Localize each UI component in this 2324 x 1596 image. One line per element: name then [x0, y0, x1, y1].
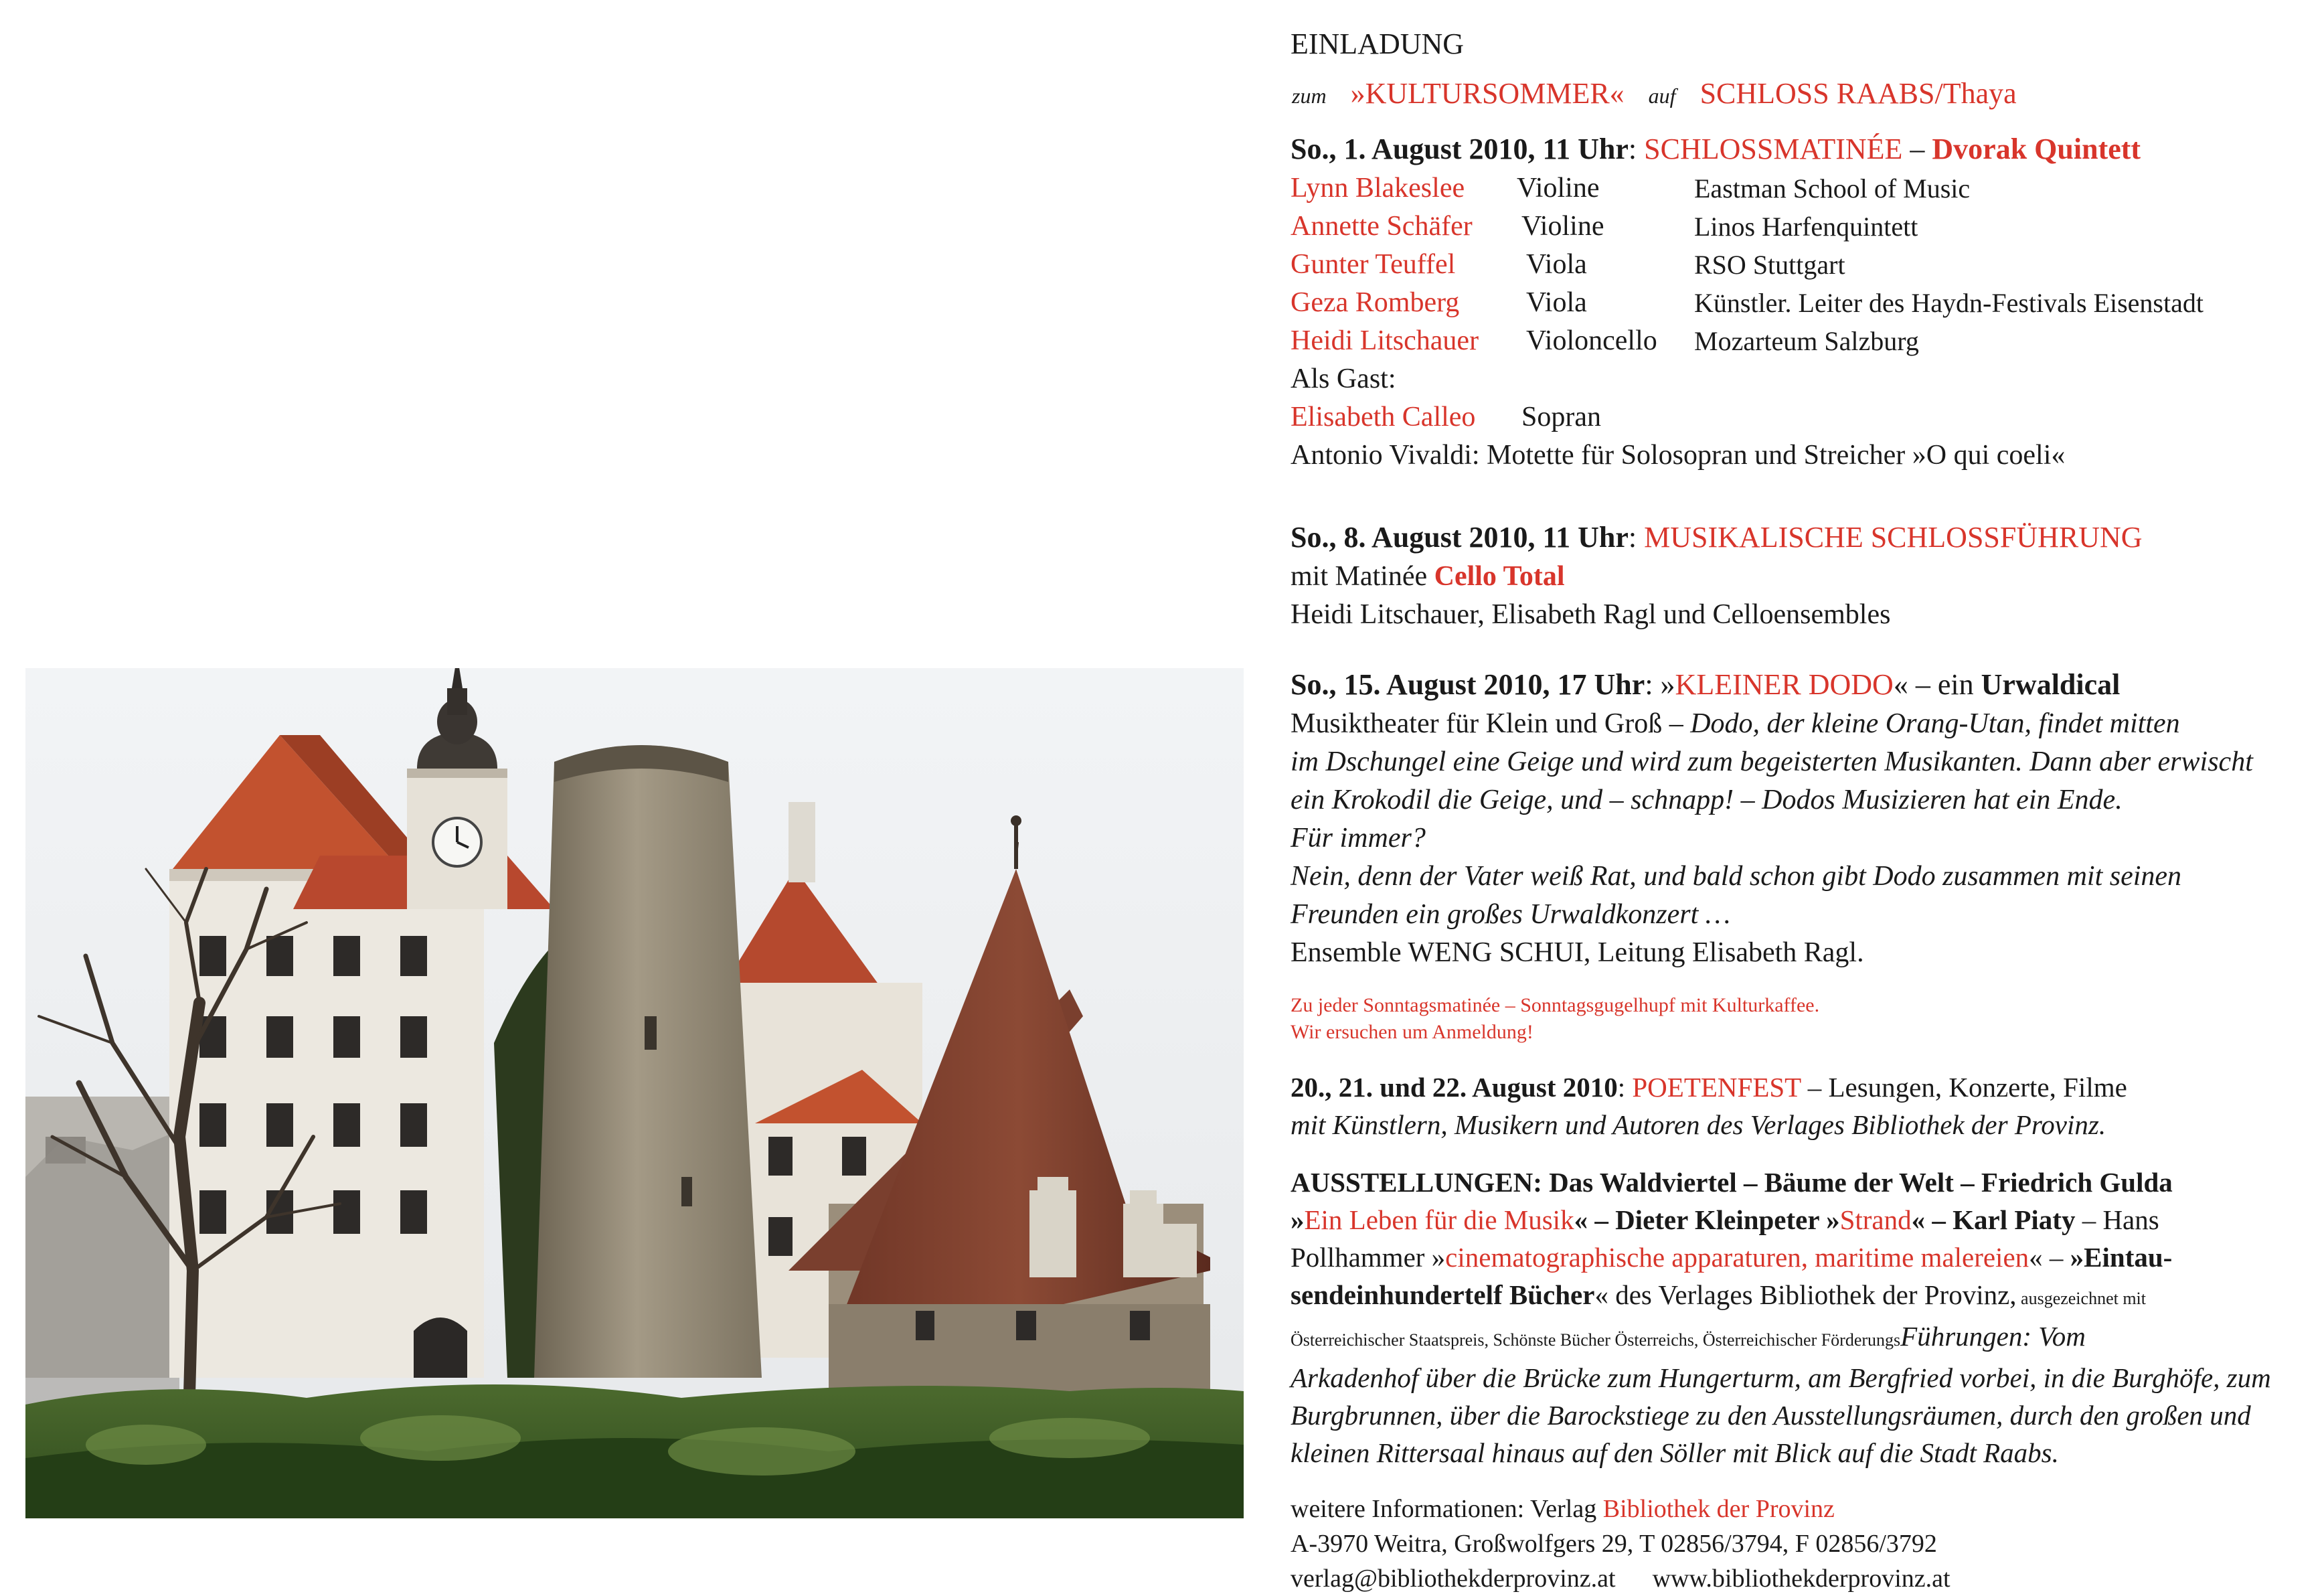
- event-desc: – Lesungen, Konzerte, Filme: [1807, 1072, 2127, 1103]
- musician-instrument: Viola: [1526, 249, 1587, 280]
- musician-org: Künstler. Leiter des Haydn-Festivals Eisenstadt: [1694, 288, 2204, 318]
- festival-line: [1292, 74, 2301, 116]
- matinee-line: [1291, 558, 2301, 596]
- musician-row: [1291, 208, 2301, 246]
- description-line: ein Krokodil die Geige, und – schnapp! – Dodos Musizieren hat ein Ende.: [1291, 785, 2123, 815]
- musician-name: Geza Romberg: [1291, 287, 1460, 318]
- exhibitions-line: AUSSTELLUNGEN: Das Waldviertel – Bäume der Welt – Friedrich Gulda: [1291, 1167, 2173, 1198]
- musician-instrument: Violoncello: [1526, 325, 1657, 356]
- event-date: So., 8. August 2010, 11 Uhr: [1291, 521, 1629, 554]
- exhibitions-line: Pollhammer »cinematographische apparaturen, maritime malereien« – »Eintau-: [1291, 1242, 2173, 1273]
- exhibitions-line: kleinen Rittersaal hinaus auf den Söller mit Blick auf die Stadt Raabs.: [1291, 1437, 2059, 1468]
- musician-name: Annette Schäfer: [1291, 211, 1473, 242]
- description-line: im Dschungel eine Geige und wird zum begeisterten Musikanten. Dann aber erwischt: [1291, 746, 2253, 777]
- contact-info: [1291, 1492, 2301, 1596]
- musician-row: [1291, 284, 2301, 322]
- contact-email[interactable]: verlag@bibliothekderprovinz.at: [1291, 1565, 1616, 1593]
- contact-address: A-3970 Weitra, Großwolfgers 29, T 02856/3794, F 02856/3792: [1291, 1530, 1937, 1558]
- word-auf: auf: [1648, 84, 1676, 108]
- performers-line: Heidi Litschauer, Elisabeth Ragl und Celloensembles: [1291, 599, 1891, 630]
- event-sep: :: [1617, 1072, 1626, 1103]
- event-poetenfest: [1291, 1068, 2301, 1143]
- festival-name: »KULTURSOMMER«: [1350, 77, 1625, 110]
- event-desc-line: mit Künstlern, Musikern und Autoren des Verlages Bibliothek der Provinz.: [1291, 1109, 2106, 1140]
- word-zum: zum: [1292, 84, 1327, 108]
- contact-website[interactable]: www.bibliothekderprovinz.at: [1652, 1565, 1950, 1593]
- musician-name: Heidi Litschauer: [1291, 325, 1479, 356]
- invitation-title: EINLADUNG: [1291, 27, 1465, 60]
- event-sep: :: [1628, 521, 1637, 554]
- matinee-name: Cello Total: [1434, 561, 1565, 592]
- guest-row: [1291, 398, 2301, 436]
- musician-org: RSO Stuttgart: [1694, 250, 1845, 280]
- musician-instrument: Violine: [1521, 211, 1604, 242]
- clock-face-icon: [433, 818, 481, 866]
- event-sep: : »: [1645, 668, 1675, 701]
- event-schlossmatinee: [1291, 129, 2301, 475]
- event-title: KLEINER DODO: [1675, 668, 1894, 701]
- description-line: [1291, 705, 2301, 743]
- musician-org: Mozarteum Salzburg: [1694, 326, 1919, 356]
- invitation-text: [1291, 24, 2301, 1596]
- venue-name: SCHLOSS RAABS/Thaya: [1699, 77, 2017, 110]
- guest-name: Elisabeth Calleo: [1291, 402, 1476, 432]
- ensemble-line: Ensemble WENG SCHUI, Leitung Elisabeth Ragl.: [1291, 937, 1864, 968]
- description-line: Nein, denn der Vater weiß Rat, und bald schon gibt Dodo zusammen mit seinen: [1291, 861, 2182, 892]
- musician-instrument: Viola: [1526, 287, 1587, 318]
- note-line: Wir ersuchen um Anmeldung!: [1291, 1021, 1533, 1043]
- musician-instrument: Violine: [1517, 173, 1600, 204]
- event-date: So., 1. August 2010, 11 Uhr: [1291, 133, 1629, 165]
- sunday-note: [1291, 992, 2301, 1046]
- event-title: POETENFEST: [1632, 1072, 1801, 1103]
- event-genre: Urwaldical: [1981, 668, 2121, 701]
- musician-name: Lynn Blakeslee: [1291, 173, 1465, 204]
- musician-org: Eastman School of Music: [1694, 173, 1971, 204]
- program-line: Antonio Vivaldi: Motette für Solosopran und Streicher »O qui coeli«: [1291, 440, 2066, 471]
- exhibition-title: Ein Leben für die Musik: [1304, 1204, 1574, 1235]
- exhibition-title: Strand: [1839, 1204, 1912, 1235]
- exhibitions-line: Burgbrunnen, über die Barockstiege zu den Ausstellungsräumen, durch den großen und: [1291, 1400, 2251, 1431]
- exhibitions-line: Arkadenhof über die Brücke zum Hungerturm, am Bergfried vorbei, in die Burghöfe, zum: [1291, 1362, 2271, 1393]
- event-after-title: « – ein: [1893, 668, 1974, 701]
- event-date: So., 15. August 2010, 17 Uhr: [1291, 668, 1645, 701]
- event-heading: [1291, 665, 2301, 705]
- event-heading: [1291, 129, 2301, 169]
- event-heading: [1291, 517, 2301, 558]
- event-title: MUSIKALISCHE SCHLOSSFÜHRUNG: [1644, 521, 2143, 554]
- description-prefix: Musiktheater für Klein und Groß –: [1291, 708, 1691, 739]
- description-text: Dodo, der kleine Orang-Utan, findet mitten: [1690, 708, 2180, 739]
- musician-row: [1291, 246, 2301, 284]
- ensemble-name: Dvorak Quintett: [1932, 133, 2141, 165]
- event-schlossfuehrung: [1291, 517, 2301, 634]
- musician-name: Gunter Teuffel: [1291, 249, 1456, 280]
- exhibitions-line: sendeinhundertelf Bücher« des Verlages Bibliothek der Provinz, ausgezeichnet mit: [1291, 1279, 2147, 1310]
- event-kleiner-dodo: [1291, 665, 2301, 972]
- event-dash: –: [1910, 133, 1925, 165]
- exhibitions: [1291, 1164, 2301, 1471]
- publisher-name: Bibliothek der Provinz: [1602, 1495, 1835, 1523]
- musician-row: [1291, 169, 2301, 208]
- matinee-prefix: mit Matinée: [1291, 561, 1428, 592]
- guest-role: Sopran: [1521, 402, 1601, 432]
- exhibitions-line: Österreichischer Staatspreis, Schönste Bücher Österreichs, Österreichischer FörderungsFührungen: Vom: [1291, 1321, 2086, 1352]
- note-line: Zu jeder Sonntagsmatinée – Sonntagsgugelhupf mit Kulturkaffee.: [1291, 994, 1820, 1016]
- contact-line: weitere Informationen: Verlag Bibliothek der Provinz: [1291, 1495, 1835, 1523]
- event-heading: [1291, 1068, 2301, 1106]
- event-date: 20., 21. und 22. August 2010: [1291, 1072, 1618, 1103]
- description-line: Für immer?: [1291, 823, 1426, 854]
- event-title: SCHLOSSMATINÉE: [1644, 133, 1903, 165]
- exhibition-title: cinematographische apparaturen, maritime malereien: [1445, 1242, 2029, 1273]
- exhibitions-line: »Ein Leben für die Musik« – Dieter Kleinpeter »Strand« – Karl Piaty – Hans: [1291, 1204, 2159, 1235]
- musician-org: Linos Harfenquintett: [1694, 212, 1918, 242]
- description-line: Freunden ein großes Urwaldkonzert …: [1291, 899, 1731, 930]
- musician-row: [1291, 322, 2301, 360]
- event-sep: :: [1628, 133, 1637, 165]
- contact-line: [1291, 1561, 2301, 1596]
- guest-label: Als Gast:: [1291, 364, 1396, 394]
- castle-photo: [25, 668, 1244, 1518]
